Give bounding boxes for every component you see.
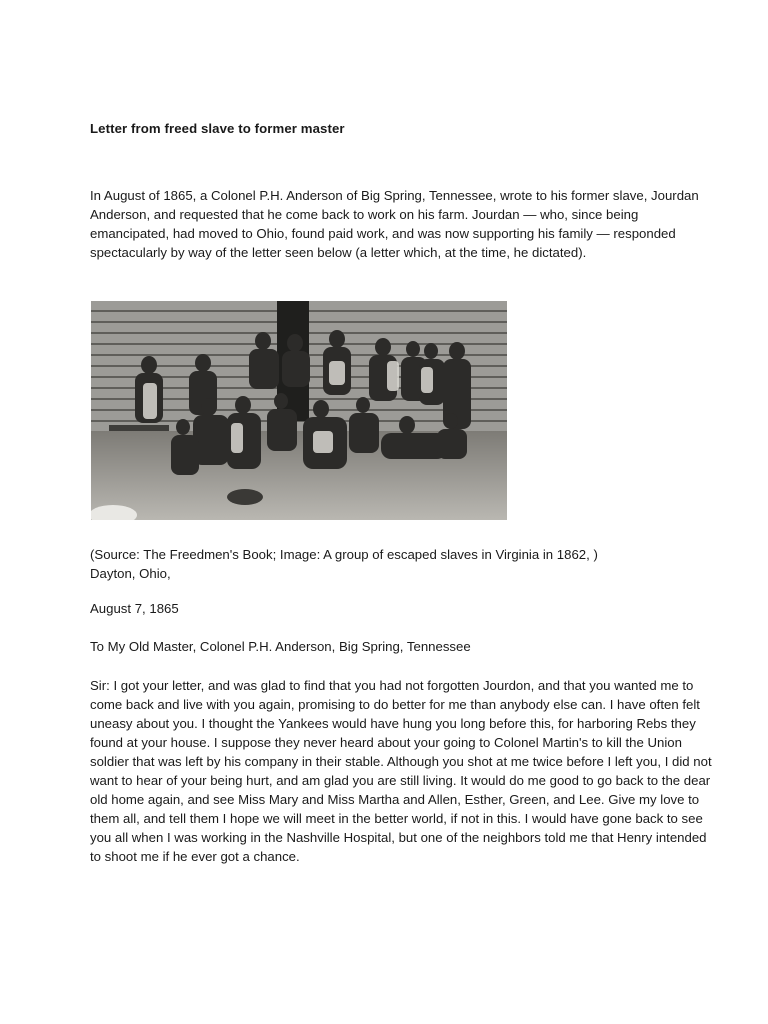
- intro-paragraph: In August of 1865, a Colonel P.H. Anderson of Big Spring, Tennessee, wrote to his former slave, Jourdan Anderson, and requested that he come back to work on his farm. Jourdan — who, since being emancipated, had moved to Ohio, found paid work, and was now supporting his family — responded spectacularly by way of the letter seen below (a letter which, at the time, he dictated).: [90, 188, 699, 260]
- place-line: Dayton, Ohio,: [90, 566, 171, 581]
- document-title: Letter from freed slave to former master: [90, 121, 345, 136]
- historical-photograph: [91, 301, 507, 520]
- letter-body: Sir: I got your letter, and was glad to find that you had not forgotten Jourdon, and that you wanted me to come back and live with you again, promising to do better for me than anybody else can. I have often felt uneasy about you. I thought the Yankees would have hung you long before this, for harboring Rebs they found at your house. I suppose they never heard about your going to Colonel Martin's to kill the Union soldier that was left by his company in their stable. Although you shot at me twice before I left you, I did not want to hear of your being hurt, and am glad you are still living. It would do me good to go back to the dear old home again, and see Miss Mary and Miss Martha and Allen, Esther, Green, and Lee. Give my love to them all, and tell them I hope we will meet in the better world, if not in this. I would have gone back to see you all when I was working in the Nashville Hospital, but one of the neighbors told me that Henry intended to shoot me if he ever got a chance.: [90, 678, 712, 864]
- source-caption: [90, 545, 710, 583]
- letter-date: August 7, 1865: [90, 601, 179, 616]
- letter-salutation: To My Old Master, Colonel P.H. Anderson, Big Spring, Tennessee: [90, 639, 471, 654]
- source-line: (Source: The Freedmen's Book; Image: A group of escaped slaves in Virginia in 1862, ): [90, 547, 598, 562]
